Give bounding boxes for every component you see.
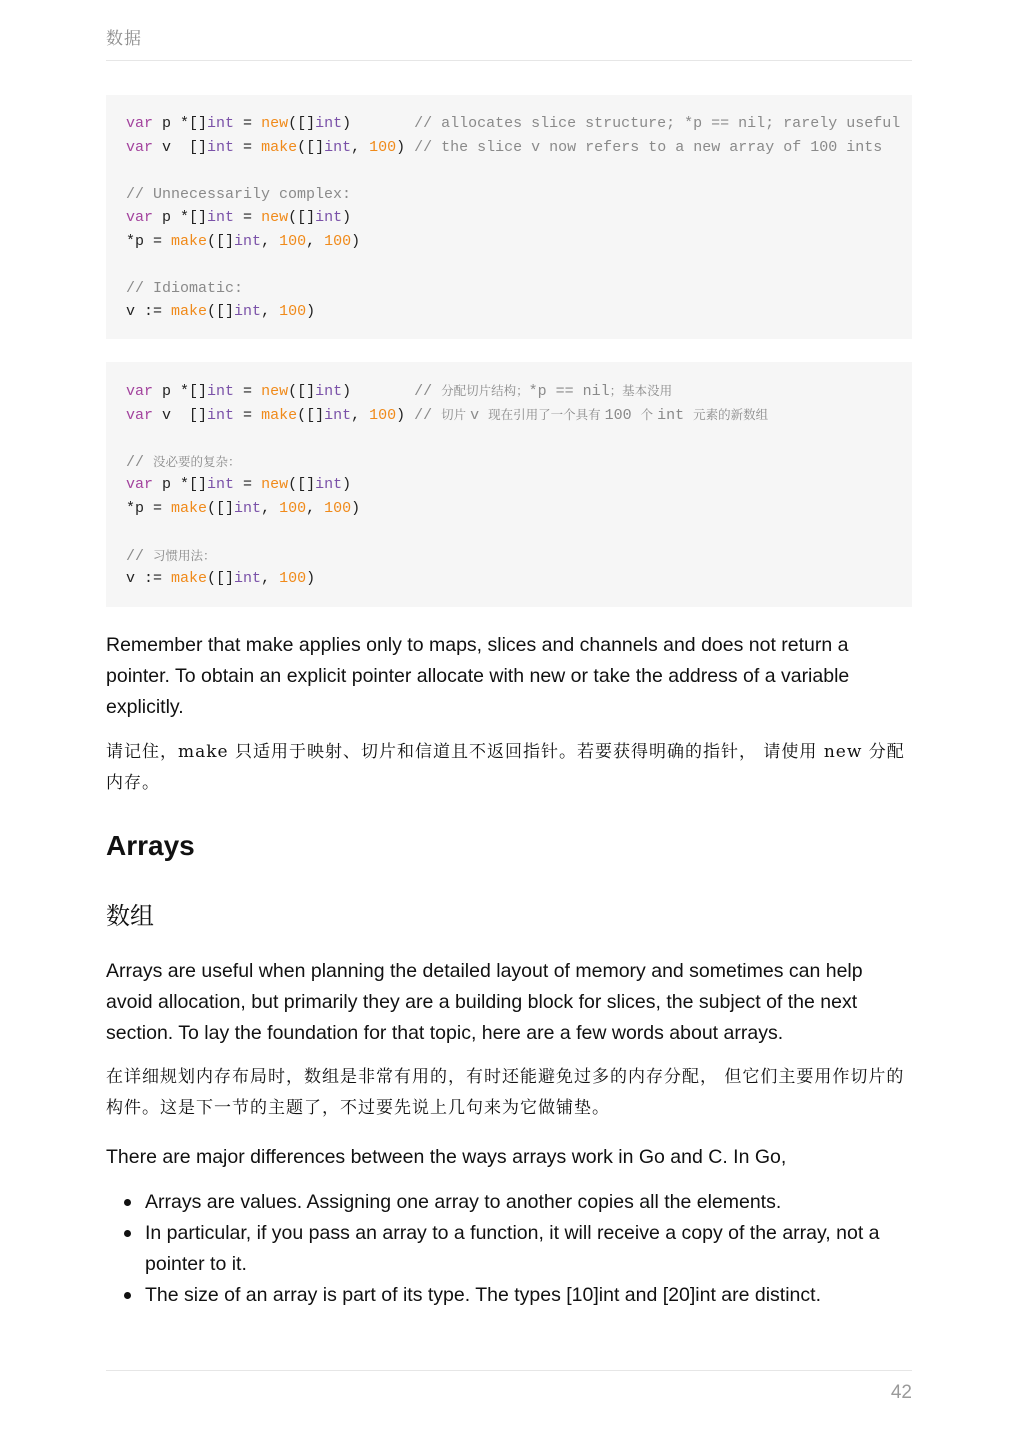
code-token: p *[] <box>153 115 208 132</box>
code-token: *p = <box>126 499 172 517</box>
code-token: // <box>414 383 442 400</box>
code-block-english <box>106 95 912 339</box>
code-line <box>126 230 892 254</box>
code-line <box>126 450 892 474</box>
code-token: new <box>261 115 289 132</box>
code-token: make <box>171 570 208 587</box>
code-token: 100 <box>279 570 307 587</box>
code-token: make <box>261 138 298 156</box>
list-item <box>106 1187 912 1218</box>
code-token: v [] <box>153 406 208 424</box>
code-token: int <box>207 476 235 493</box>
code-token: p *[] <box>153 476 208 493</box>
list-item <box>106 1218 912 1280</box>
code-token: *p == nil <box>528 383 610 400</box>
code-token: ) <box>342 209 352 226</box>
code-token: var <box>126 138 154 156</box>
paragraph-arrays-en: Arrays are useful when planning the detailed layout of memory and sometimes can help avoid allocation, but primarily they are a building block for slices, the subject of the next section. To lay the foundation for that topic, here are a few words about arrays. <box>106 960 863 1044</box>
code-token: var <box>126 383 154 400</box>
paragraph-make-note-en: Remember that make applies only to maps, slices and channels and does not return a pointer. To obtain an explicit pointer allocate with new or take the address of a variable explicitly. <box>106 634 850 718</box>
list-item <box>106 1280 912 1311</box>
code-token: = <box>234 115 262 132</box>
code-token: ) <box>396 138 415 156</box>
code-token: v <box>470 406 489 424</box>
code-line <box>126 379 892 403</box>
code-token: ) <box>351 232 361 250</box>
code-token: var <box>126 115 154 132</box>
code-token: // the slice v now refers to a new array of 100 ints <box>414 138 883 156</box>
code-token: ([] <box>207 232 235 250</box>
code-token: var <box>126 209 154 226</box>
code-token: ([] <box>297 406 325 424</box>
page-number: 42 <box>890 1382 912 1403</box>
code-token: 100 <box>369 138 397 156</box>
footer-divider <box>106 1370 912 1371</box>
code-line <box>126 497 892 521</box>
code-token: v [] <box>153 138 208 156</box>
code-token: ([] <box>207 303 235 320</box>
code-token: 100 <box>604 406 641 424</box>
code-token: make <box>261 406 298 424</box>
code-token: int <box>207 138 235 156</box>
bullet-list <box>106 1187 912 1311</box>
code-token: 习惯用法： <box>153 547 216 563</box>
code-token: ) <box>342 476 352 493</box>
code-line <box>126 206 892 230</box>
code-token: = <box>234 138 262 156</box>
header-divider <box>106 60 912 61</box>
code-token: v := <box>126 303 172 320</box>
code-line <box>126 520 892 544</box>
code-line <box>126 544 892 568</box>
code-token: *p = <box>126 232 172 250</box>
code-line <box>126 426 892 450</box>
code-token: = <box>234 406 262 424</box>
code-token: int <box>315 383 343 400</box>
code-line <box>126 300 892 324</box>
code-token: make <box>171 303 208 320</box>
code-token: make <box>171 232 208 250</box>
code-token: // Idiomatic: <box>126 279 244 297</box>
bullet-icon <box>124 1199 131 1206</box>
code-token: int <box>324 138 352 156</box>
code-token: 没必要的复杂： <box>153 453 241 469</box>
running-header: 数据 <box>106 29 142 49</box>
code-line <box>126 136 892 160</box>
code-token: ) <box>342 115 415 132</box>
code-token: // <box>126 547 154 565</box>
code-token: 个 <box>640 406 658 422</box>
code-line <box>126 473 892 497</box>
code-token: int <box>315 209 343 226</box>
code-token: ([] <box>207 499 235 517</box>
code-block-chinese <box>106 362 912 607</box>
code-token: int <box>234 303 262 320</box>
code-token: ；基本没用 <box>609 383 673 398</box>
code-token: = <box>234 476 262 493</box>
code-token: int <box>234 499 262 517</box>
code-token: make <box>171 499 208 517</box>
code-line <box>126 183 892 207</box>
code-token: int <box>207 115 235 132</box>
code-line <box>126 567 892 591</box>
code-line <box>126 112 901 136</box>
code-token: int <box>315 115 343 132</box>
code-token: // allocates slice structure; *p == nil; rarely useful <box>414 115 901 132</box>
code-token: , <box>261 570 280 587</box>
code-token: = <box>234 209 262 226</box>
code-token: int <box>234 570 262 587</box>
code-token: int <box>657 406 694 424</box>
bullet-icon <box>124 1292 131 1299</box>
code-token: int <box>315 476 343 493</box>
code-token: ([] <box>288 115 316 132</box>
code-token: ([] <box>288 209 316 226</box>
code-token: , <box>351 138 370 156</box>
code-token: ) <box>306 570 316 587</box>
code-token: ([] <box>297 138 325 156</box>
code-token: // Unnecessarily complex: <box>126 185 352 203</box>
code-token: int <box>207 209 235 226</box>
code-token: var <box>126 476 154 493</box>
code-token: , <box>261 232 280 250</box>
code-token: 切片 <box>441 406 471 422</box>
code-token: ([] <box>288 476 316 493</box>
code-token: ([] <box>288 383 316 400</box>
paragraph-make-note-cn: 请记住，make 只适用于映射、切片和信道且不返回指针。若要获得明确的指针， 请使用 new 分配内存。 <box>106 742 905 793</box>
list-item-text: In particular, if you pass an array to a function, it will receive a copy of the array, not a pointer to it. <box>145 1222 880 1275</box>
code-token: new <box>261 383 289 400</box>
code-token: int <box>207 406 235 424</box>
code-token: var <box>126 406 154 424</box>
code-token: 100 <box>279 232 307 250</box>
code-token: 100 <box>324 232 352 250</box>
code-token: , <box>306 232 325 250</box>
code-token: p *[] <box>153 383 208 400</box>
code-line <box>126 403 892 427</box>
code-token: 100 <box>279 303 307 320</box>
code-token: ) <box>396 406 415 424</box>
code-token: // <box>414 406 442 424</box>
list-item-text: Arrays are values. Assigning one array to another copies all the elements. <box>145 1191 782 1213</box>
code-token: p *[] <box>153 209 208 226</box>
code-line <box>126 253 892 277</box>
code-line <box>126 277 892 301</box>
code-token: , <box>261 499 280 517</box>
code-token: = <box>234 383 262 400</box>
code-line <box>126 159 892 183</box>
code-token: 现在引用了一个具有 <box>488 406 605 422</box>
code-token: , <box>306 499 325 517</box>
code-token: 100 <box>369 406 397 424</box>
code-token: 100 <box>324 499 352 517</box>
code-token: ) <box>351 499 361 517</box>
list-item-text: The size of an array is part of its type. The types [10]int and [20]int are distinct. <box>145 1284 821 1306</box>
code-token: ) <box>306 303 316 320</box>
code-token: int <box>234 232 262 250</box>
section-heading-arrays: Arrays <box>106 830 195 861</box>
code-token: 100 <box>279 499 307 517</box>
bullet-icon <box>124 1230 131 1237</box>
code-token: 元素的新数组 <box>693 406 769 422</box>
section-heading-arrays-cn: 数组 <box>106 902 154 930</box>
code-token: ) <box>342 383 415 400</box>
code-token: ([] <box>207 570 235 587</box>
code-token: 分配切片结构； <box>441 383 529 398</box>
code-token: int <box>324 406 352 424</box>
code-token: , <box>261 303 280 320</box>
code-token: v := <box>126 570 172 587</box>
code-token: new <box>261 209 289 226</box>
paragraph-arrays-cn: 在详细规划内存布局时，数组是非常有用的，有时还能避免过多的内存分配， 但它们主要用作切片的构件。这是下一节的主题了，不过要先说上几句来为它做铺垫。 <box>106 1067 905 1118</box>
paragraph-differences: There are major differences between the ways arrays work in Go and C. In Go, <box>106 1146 787 1168</box>
code-token: , <box>351 406 370 424</box>
code-token: new <box>261 476 289 493</box>
code-token: // <box>126 453 154 471</box>
code-token: int <box>207 383 235 400</box>
